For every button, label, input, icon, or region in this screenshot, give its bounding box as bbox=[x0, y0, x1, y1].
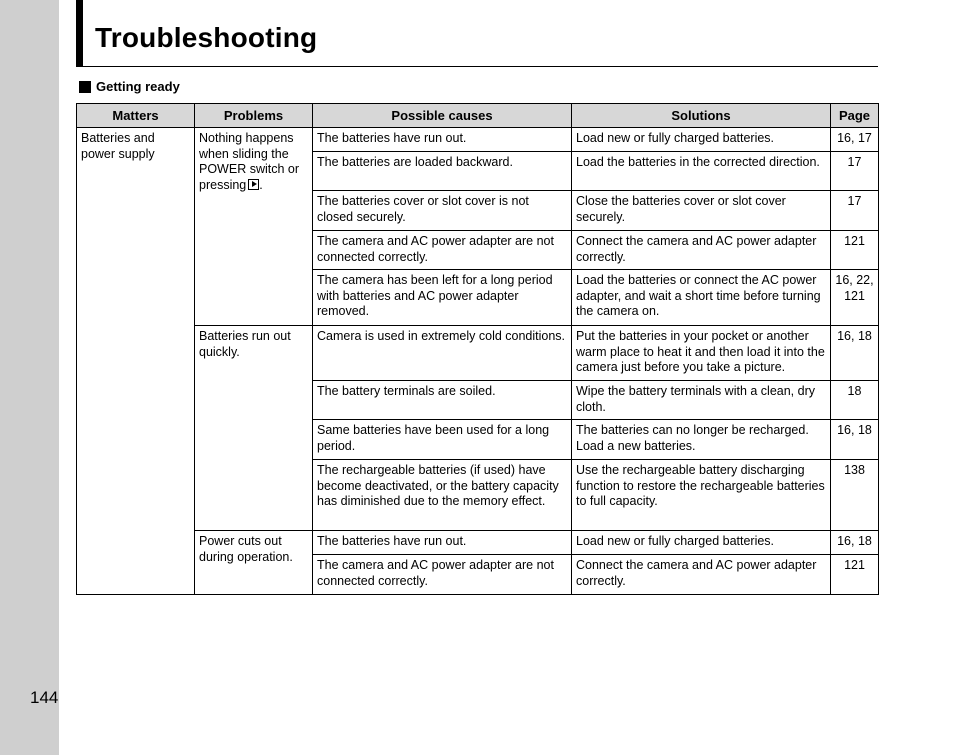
playback-button-icon bbox=[248, 179, 259, 190]
header-solutions: Solutions bbox=[572, 104, 831, 128]
problem-text: Nothing happens when sliding the POWER switch or pressing bbox=[199, 131, 300, 192]
page-cell: 17 bbox=[831, 191, 879, 231]
page-cell: 16, 22, 121 bbox=[831, 270, 879, 326]
table-row bbox=[77, 531, 879, 555]
matter-cell: Batteries and power supply bbox=[77, 128, 195, 595]
problem-cell: Batteries run out quickly. bbox=[195, 326, 313, 531]
cause-cell: The camera has been left for a long period with batteries and AC power adapter removed. bbox=[313, 270, 572, 326]
page-cell: 16, 17 bbox=[831, 128, 879, 152]
table-row bbox=[77, 128, 879, 152]
section-heading bbox=[79, 79, 180, 94]
solution-cell: Load the batteries in the corrected direction. bbox=[572, 152, 831, 191]
title-accent-bar bbox=[76, 0, 83, 66]
cause-cell: The batteries cover or slot cover is not closed securely. bbox=[313, 191, 572, 231]
black-square-icon bbox=[79, 81, 91, 93]
cause-cell: The camera and AC power adapter are not connected correctly. bbox=[313, 555, 572, 595]
solution-cell: Load new or fully charged batteries. bbox=[572, 128, 831, 152]
page-cell: 16, 18 bbox=[831, 420, 879, 460]
solution-cell: Close the batteries cover or slot cover securely. bbox=[572, 191, 831, 231]
cause-cell: The battery terminals are soiled. bbox=[313, 381, 572, 420]
solution-cell: Use the rechargeable battery discharging function to restore the rechargeable batteries to full capacity. bbox=[572, 460, 831, 531]
page-cell: 16, 18 bbox=[831, 326, 879, 381]
page-cell: 18 bbox=[831, 381, 879, 420]
page-title: Troubleshooting bbox=[95, 22, 318, 53]
table-row bbox=[77, 326, 879, 381]
cause-cell: Camera is used in extremely cold conditions. bbox=[313, 326, 572, 381]
cause-cell: The camera and AC power adapter are not connected correctly. bbox=[313, 231, 572, 270]
solution-cell: Load the batteries or connect the AC power adapter, and wait a short time before turning the camera on. bbox=[572, 270, 831, 326]
side-strip bbox=[0, 0, 59, 755]
header-matters: Matters bbox=[77, 104, 195, 128]
cause-cell: Same batteries have been used for a long period. bbox=[313, 420, 572, 460]
cause-cell: The batteries have run out. bbox=[313, 128, 572, 152]
solution-cell: Connect the camera and AC power adapter correctly. bbox=[572, 555, 831, 595]
solution-cell: The batteries can no longer be recharged. Load a new batteries. bbox=[572, 420, 831, 460]
title-bar bbox=[76, 0, 878, 67]
page-cell: 121 bbox=[831, 555, 879, 595]
problem-text-suffix: . bbox=[259, 177, 263, 192]
cause-cell: The batteries are loaded backward. bbox=[313, 152, 572, 191]
problem-cell: Power cuts out during operation. bbox=[195, 531, 313, 595]
header-possible-causes: Possible causes bbox=[313, 104, 572, 128]
problem-cell bbox=[195, 128, 313, 326]
page-number: 144 bbox=[30, 688, 59, 707]
header-page: Page bbox=[831, 104, 879, 128]
solution-cell: Connect the camera and AC power adapter correctly. bbox=[572, 231, 831, 270]
cause-cell: The rechargeable batteries (if used) have become deactivated, or the battery capacity has diminished due to the memory effect. bbox=[313, 460, 572, 531]
solution-cell: Put the batteries in your pocket or another warm place to heat it and then load it into the camera just before you take a picture. bbox=[572, 326, 831, 381]
page-cell: 17 bbox=[831, 152, 879, 191]
section-title: Getting ready bbox=[96, 79, 180, 94]
page-cell: 121 bbox=[831, 231, 879, 270]
troubleshooting-table bbox=[76, 103, 879, 595]
header-problems: Problems bbox=[195, 104, 313, 128]
solution-cell: Wipe the battery terminals with a clean, dry cloth. bbox=[572, 381, 831, 420]
solution-cell: Load new or fully charged batteries. bbox=[572, 531, 831, 555]
page-cell: 138 bbox=[831, 460, 879, 531]
cause-cell: The batteries have run out. bbox=[313, 531, 572, 555]
page-cell: 16, 18 bbox=[831, 531, 879, 555]
table-header-row bbox=[77, 104, 879, 128]
